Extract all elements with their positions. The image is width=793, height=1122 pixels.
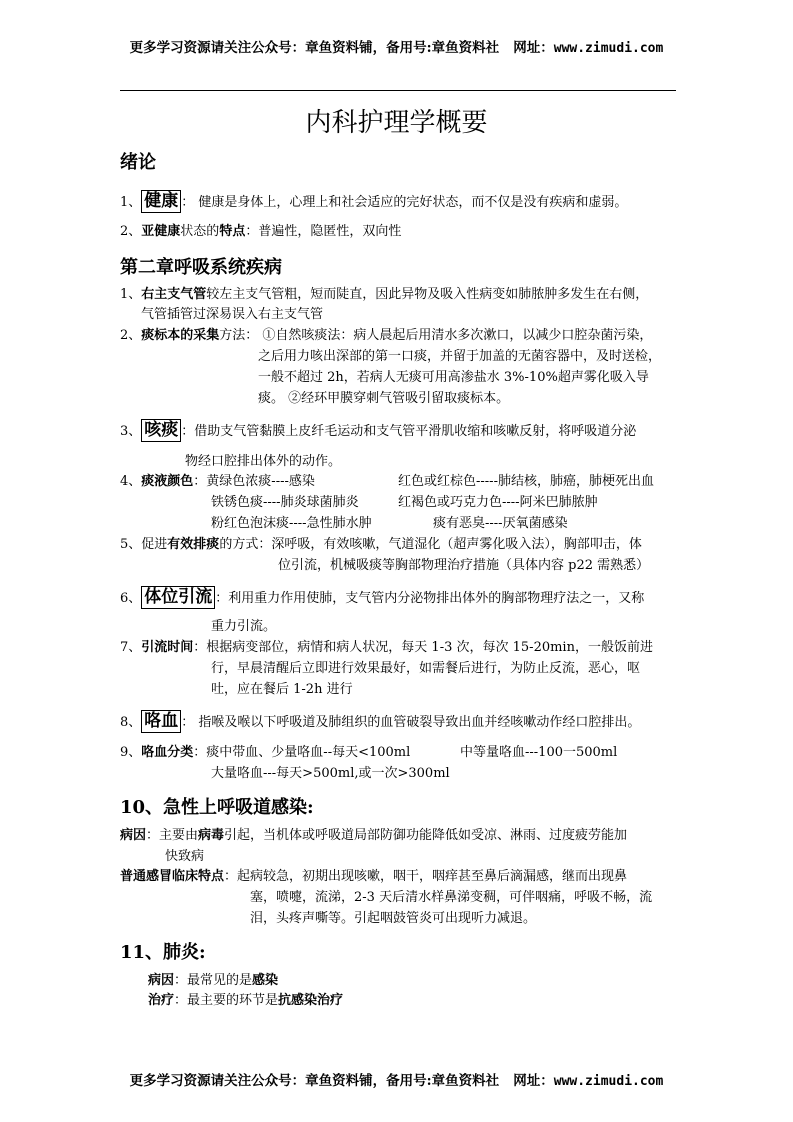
label-treatment: 治疗 bbox=[148, 993, 175, 1008]
ch2-item-2-line4: 痰。 ②经环甲膜穿刺气管吸引留取痰标本。 bbox=[258, 391, 510, 406]
term-hemoptysis-class: 咯血分类 bbox=[141, 745, 194, 760]
ch2-item-5-line2: 位引流，机械吸痰等胸部物理治疗措施（具体内容 p22 需熟悉） bbox=[278, 558, 650, 573]
sputum-color-6: 痰有恶臭----厌氧菌感染 bbox=[433, 516, 568, 531]
term-virus: 病毒 bbox=[198, 828, 225, 843]
item-text: 较左主支气管粗，短而陡直，因此异物及吸入性病变如肺脓肿多发生在右侧， bbox=[206, 287, 649, 302]
label-cause: 病因 bbox=[120, 828, 147, 843]
section-heading-11: 11、肺炎: bbox=[120, 942, 206, 963]
term-box-cough: 咳痰 bbox=[141, 419, 181, 442]
sputum-color-4: 红褐色或巧克力色----阿米巴肺脓肿 bbox=[398, 495, 598, 510]
ch2-item-9 bbox=[120, 742, 410, 763]
term-box-postural-drainage: 体位引流 bbox=[141, 586, 215, 609]
term-box-hemoptysis: 咯血 bbox=[141, 710, 181, 733]
ch2-item-7-line3: 吐，应在餐后 1-2h 进行 bbox=[211, 682, 353, 697]
sputum-color-5: 粉红色泡沫痰----急性肺水肿 bbox=[211, 516, 372, 531]
item-text: ：借助支气管黏膜上皮纤毛运动和支气管平滑肌收缩和咳嗽反射，将呼吸道分泌 bbox=[181, 424, 637, 439]
item-number: 1、 bbox=[120, 195, 142, 210]
item-text: ：痰中带血、少量咯血--每天<100ml bbox=[193, 745, 411, 760]
item-text: ：起病较急，初期出现咳嗽，咽干，咽痒甚至鼻后滴漏感，继而出现鼻 bbox=[224, 869, 628, 884]
header-url-label: 网址： bbox=[513, 40, 554, 56]
item-text: ：根据病变部位，病情和病人状况，每天 1-3 次，每次 15-20min，一般饭前进 bbox=[193, 640, 653, 655]
ch2-item-6 bbox=[120, 586, 644, 609]
term-effective-expectoration: 有效排痰 bbox=[167, 537, 220, 552]
item-text: ： 指喉及喉以下呼吸道及肺组织的血管破裂导致出血并经咳嗽动作经口腔排出。 bbox=[181, 715, 641, 730]
ch2-item-5 bbox=[120, 534, 642, 555]
s10-clinical-line3: 泪，头疼声嘶等。引起咽鼓管炎可出现听力减退。 bbox=[250, 911, 537, 926]
s10-clinical-line2: 塞，喷嚏，流涕，2-3 天后清水样鼻涕变稠，可伴咽痛，呼吸不畅，流 bbox=[250, 890, 653, 905]
item-text: ：普遍性，隐匿性，双向性 bbox=[245, 224, 402, 239]
s10-cause bbox=[120, 825, 627, 846]
item-text: ：黄绿色浓痰----感染 bbox=[193, 474, 315, 489]
header-divider bbox=[120, 90, 676, 91]
intro-item-1 bbox=[120, 190, 627, 213]
ch2-item-3 bbox=[120, 419, 636, 442]
item-text: ：主要由 bbox=[146, 828, 199, 843]
item-text: ：最常见的是 bbox=[174, 973, 253, 988]
footer-text: 更多学习资源请关注公众号：章鱼资料铺，备用号:章鱼资料社 bbox=[129, 1073, 500, 1089]
ch2-item-9-line2: 大量咯血---每天>500ml,或一次>300ml bbox=[211, 766, 450, 781]
item-text: 促进 bbox=[141, 537, 168, 552]
term-drainage-time: 引流时间 bbox=[141, 640, 194, 655]
term-right-bronchus: 右主支气管 bbox=[141, 287, 207, 302]
term-infection: 感染 bbox=[252, 973, 279, 988]
page-header bbox=[0, 36, 793, 56]
item-number: 5、 bbox=[120, 537, 142, 552]
ch2-item-2-line3: 一般不超过 2h，若病人无痰可用高渗盐水 3%-10%超声雾化吸入导 bbox=[258, 370, 649, 385]
term-sputum-color: 痰液颜色 bbox=[141, 474, 194, 489]
ch2-item-3-line2: 物经口腔排出体外的动作。 bbox=[185, 454, 342, 469]
item-text: 的方式：深呼吸，有效咳嗽，气道湿化（超声雾化吸入法），胸部叩击，体 bbox=[219, 537, 642, 552]
item-number: 6、 bbox=[120, 591, 142, 606]
s11-cause bbox=[148, 970, 278, 991]
hemoptysis-class-2: 中等量咯血---100一500ml bbox=[460, 745, 618, 760]
item-text: 方法： ①自然咳痰法：病人晨起后用清水多次漱口，以减少口腔杂菌污染， bbox=[219, 328, 653, 343]
sputum-color-3: 铁锈色痰----肺炎球菌肺炎 bbox=[211, 495, 359, 510]
s11-treatment bbox=[148, 990, 343, 1011]
footer-url: www.zimudi.com bbox=[553, 1074, 664, 1089]
ch2-item-2-line2: 之后用力咳出深部的第一口痰，并留于加盖的无菌容器中，及时送检， bbox=[258, 349, 662, 364]
term-sputum-collection: 痰标本的采集 bbox=[141, 328, 220, 343]
footer-url-label: 网址： bbox=[513, 1073, 554, 1089]
sputum-color-2: 红色或红棕色-----肺结核，肺癌，肺梗死出血 bbox=[398, 474, 654, 489]
item-number: 2、 bbox=[120, 328, 142, 343]
item-number: 1、 bbox=[120, 287, 142, 302]
item-number: 2、 bbox=[120, 224, 142, 239]
ch2-item-6-line2: 重力引流。 bbox=[211, 619, 277, 634]
item-text: ：最主要的环节是 bbox=[174, 993, 279, 1008]
header-text: 更多学习资源请关注公众号：章鱼资料铺，备用号:章鱼资料社 bbox=[129, 40, 500, 56]
ch2-item-1 bbox=[120, 284, 648, 305]
item-text: 状态的 bbox=[180, 224, 220, 239]
item-text: 引起，当机体或呼吸道局部防御功能降低如受凉、淋雨、过度疲劳能加 bbox=[224, 828, 628, 843]
header-url: www.zimudi.com bbox=[553, 41, 664, 56]
term-subhealth: 亚健康 bbox=[141, 224, 181, 239]
ch2-item-7-line2: 行，早晨清醒后立即进行效果最好，如需餐后进行，为防止反流，恶心，呕 bbox=[211, 661, 641, 676]
item-text: ：利用重力作用使肺，支气管内分泌物排出体外的胸部物理疗法之一，又称 bbox=[215, 591, 645, 606]
label-common-cold-features: 普通感冒临床特点 bbox=[120, 869, 225, 884]
ch2-item-1-line2: 气管插管过深易误入右主支气管 bbox=[141, 307, 324, 322]
page-title: 内科护理学概要 bbox=[305, 108, 488, 138]
label-cause: 病因 bbox=[148, 973, 175, 988]
item-number: 8、 bbox=[120, 715, 142, 730]
section-heading-chapter2: 第二章呼吸系统疾病 bbox=[120, 257, 282, 278]
ch2-item-4 bbox=[120, 471, 315, 492]
item-number: 9、 bbox=[120, 745, 142, 760]
term-anti-infection: 抗感染治疗 bbox=[278, 993, 344, 1008]
intro-item-2 bbox=[120, 221, 401, 242]
section-heading-intro: 绪论 bbox=[120, 152, 156, 173]
ch2-item-2 bbox=[120, 325, 652, 346]
section-heading-10: 10、急性上呼吸道感染: bbox=[120, 797, 314, 818]
item-number: 7、 bbox=[120, 640, 142, 655]
ch2-item-7 bbox=[120, 637, 653, 658]
ch2-item-8 bbox=[120, 710, 640, 733]
item-number: 3、 bbox=[120, 424, 142, 439]
page-footer bbox=[0, 1069, 793, 1089]
s10-clinical bbox=[120, 866, 627, 887]
term-box-health: 健康 bbox=[141, 190, 181, 213]
s10-cause-line2: 快致病 bbox=[165, 849, 205, 864]
item-text: ： 健康是身体上，心理上和社会适应的完好状态，而不仅是没有疾病和虚弱。 bbox=[181, 195, 628, 210]
term-features: 特点 bbox=[219, 224, 246, 239]
item-number: 4、 bbox=[120, 474, 142, 489]
